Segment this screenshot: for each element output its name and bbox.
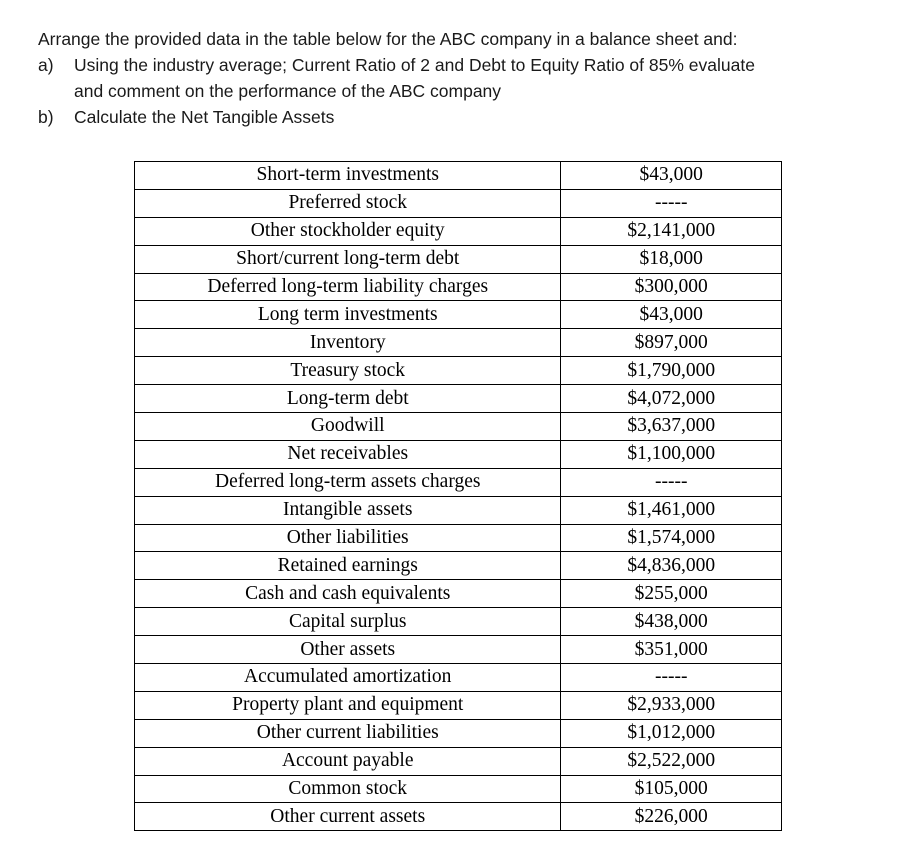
row-value: $4,836,000 [561,552,782,580]
row-label: Accumulated amortization [135,664,561,692]
row-value: $1,574,000 [561,524,782,552]
row-label: Other liabilities [135,524,561,552]
row-value: $351,000 [561,636,782,664]
row-value: $300,000 [561,273,782,301]
intro-text: Arrange the provided data in the table below for the ABC company in a balance sheet and: [38,29,738,49]
table-row [135,747,782,775]
row-label: Goodwill [135,413,561,441]
row-label: Treasury stock [135,357,561,385]
table-row [135,357,782,385]
row-label: Deferred long-term assets charges [135,468,561,496]
row-value: $226,000 [561,803,782,831]
table-row [135,608,782,636]
table-row [135,496,782,524]
row-value: ----- [561,664,782,692]
row-value: ----- [561,189,782,217]
item-b [38,104,913,130]
row-label: Deferred long-term liability charges [135,273,561,301]
table-row [135,580,782,608]
item-b-marker: b) [38,107,54,127]
row-label: Other current assets [135,803,561,831]
row-label: Long-term debt [135,385,561,413]
table-row [135,775,782,803]
table-row [135,691,782,719]
table-row [135,217,782,245]
row-value: $3,637,000 [561,413,782,441]
row-label: Intangible assets [135,496,561,524]
table-row [135,189,782,217]
row-label: Short/current long-term debt [135,245,561,273]
item-a [38,52,913,104]
row-value: $1,790,000 [561,357,782,385]
row-value: $255,000 [561,580,782,608]
row-value: $1,461,000 [561,496,782,524]
table-row [135,301,782,329]
row-value: $105,000 [561,775,782,803]
row-value: $18,000 [561,245,782,273]
row-label: Property plant and equipment [135,691,561,719]
row-label: Capital surplus [135,608,561,636]
row-label: Account payable [135,747,561,775]
row-value: $2,933,000 [561,691,782,719]
row-value: $4,072,000 [561,385,782,413]
table-row [135,468,782,496]
table-row [135,162,782,190]
row-label: Net receivables [135,440,561,468]
table-row [135,664,782,692]
table-row [135,413,782,441]
item-a-line1: Using the industry average; Current Ratio of 2 and Debt to Equity Ratio of 85% evaluate [74,55,755,75]
item-b-line1: Calculate the Net Tangible Assets [74,107,335,127]
row-value: $43,000 [561,162,782,190]
table-row [135,803,782,831]
row-label: Cash and cash equivalents [135,580,561,608]
item-a-line2: and comment on the performance of the ABC company [74,81,502,101]
row-label: Inventory [135,329,561,357]
table-row [135,636,782,664]
balance-data-table [134,161,782,831]
table-row [135,245,782,273]
row-label: Common stock [135,775,561,803]
item-a-marker: a) [38,55,54,75]
row-label: Other stockholder equity [135,217,561,245]
table-row [135,385,782,413]
row-value: $2,522,000 [561,747,782,775]
table-row [135,440,782,468]
row-value: ----- [561,468,782,496]
row-value: $2,141,000 [561,217,782,245]
table-row [135,524,782,552]
table-row [135,552,782,580]
row-value: $1,100,000 [561,440,782,468]
row-label: Retained earnings [135,552,561,580]
row-label: Other assets [135,636,561,664]
row-value: $897,000 [561,329,782,357]
instructions [38,26,913,130]
table-row [135,273,782,301]
row-value: $1,012,000 [561,719,782,747]
row-label: Long term investments [135,301,561,329]
row-label: Short-term investments [135,162,561,190]
table-row [135,329,782,357]
row-value: $43,000 [561,301,782,329]
table-row [135,719,782,747]
table-body [135,162,782,831]
row-value: $438,000 [561,608,782,636]
row-label: Preferred stock [135,189,561,217]
row-label: Other current liabilities [135,719,561,747]
